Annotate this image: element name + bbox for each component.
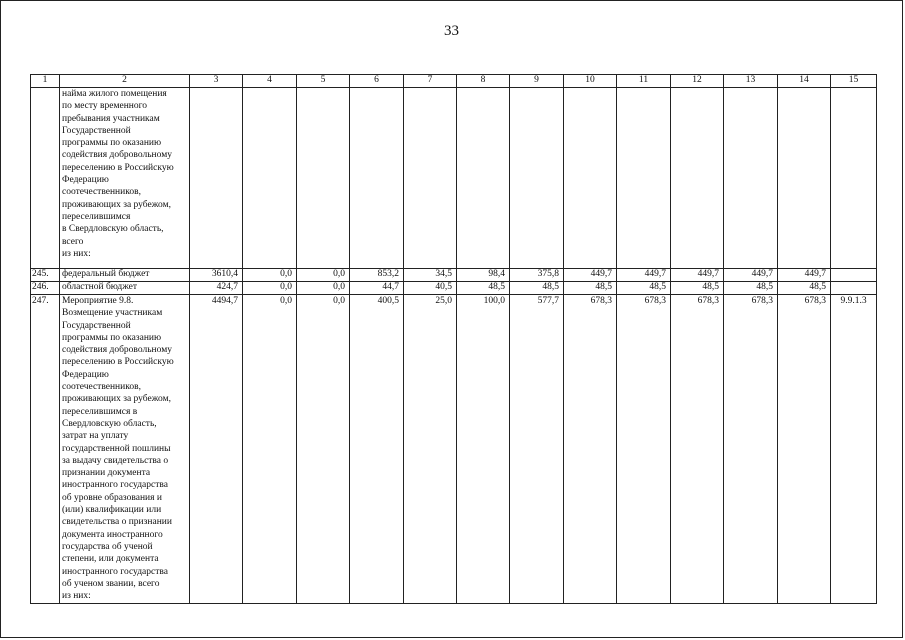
- amount-cell: 853,2: [350, 269, 404, 282]
- amount-cell: 678,3: [778, 295, 831, 604]
- amount-cell: 678,3: [564, 295, 617, 604]
- amount-cell: 449,7: [564, 269, 617, 282]
- amount-cell: [190, 88, 243, 269]
- column-number-header: 9: [510, 75, 564, 88]
- amount-cell: 4494,7: [190, 295, 243, 604]
- amount-cell: 424,7: [190, 282, 243, 295]
- amount-cell: 100,0: [457, 295, 510, 604]
- column-number-header: 10: [564, 75, 617, 88]
- row-description: найма жилого помещения по месту временного пребывания участникам Государственной программы по оказанию содействия добровольному переселению в Российскую Федерацию соотечественников, проживающих за рубежом, переселившимся в Свердловскую область, всего из них:: [60, 88, 190, 269]
- table-row: [31, 88, 877, 269]
- amount-cell: [243, 88, 297, 269]
- amount-cell: 34,5: [404, 269, 457, 282]
- amount-cell: [671, 88, 724, 269]
- amount-cell: 449,7: [617, 269, 671, 282]
- amount-cell: [457, 88, 510, 269]
- column-number-header: 11: [617, 75, 671, 88]
- column-number-header: 2: [60, 75, 190, 88]
- row-number: 247.: [31, 295, 60, 604]
- column-number-header: 5: [297, 75, 350, 88]
- amount-cell: 0,0: [243, 282, 297, 295]
- table-row: [31, 295, 877, 604]
- column-number-header: 12: [671, 75, 724, 88]
- page-number: 33: [444, 23, 459, 39]
- row-description: Мероприятие 9.8. Возмещение участникам Государственной программы по оказанию содействия добровольному переселению в Российскую Федерацию соотечественников, проживающих за рубежом, переселившимся в Свердловскую область, затрат на уплату государственной пошлины за выдачу свидетельства о признании документа иностранного государства об уровне образования и (или) квалификации или свидетельства о признании документа иностранного государства об ученой степени, или документа иностранного государства об ученом звании, всего из них:: [60, 295, 190, 604]
- target-code-cell: [831, 269, 877, 282]
- amount-cell: 678,3: [724, 295, 778, 604]
- amount-cell: 48,5: [724, 282, 778, 295]
- amount-cell: 25,0: [404, 295, 457, 604]
- amount-cell: 0,0: [297, 295, 350, 604]
- amount-cell: 375,8: [510, 269, 564, 282]
- target-code-cell: [831, 88, 877, 269]
- amount-cell: [350, 88, 404, 269]
- amount-cell: 48,5: [564, 282, 617, 295]
- amount-cell: 678,3: [617, 295, 671, 604]
- amount-cell: 0,0: [297, 282, 350, 295]
- table-row: [31, 269, 877, 282]
- row-number: 246.: [31, 282, 60, 295]
- budget-table: [30, 74, 877, 604]
- column-number-header: 4: [243, 75, 297, 88]
- amount-cell: [778, 88, 831, 269]
- amount-cell: 400,5: [350, 295, 404, 604]
- target-code-cell: [831, 282, 877, 295]
- amount-cell: 0,0: [243, 295, 297, 604]
- amount-cell: 0,0: [243, 269, 297, 282]
- amount-cell: 40,5: [404, 282, 457, 295]
- row-description: федеральный бюджет: [60, 269, 190, 282]
- amount-cell: 449,7: [671, 269, 724, 282]
- amount-cell: 48,5: [778, 282, 831, 295]
- column-number-header: 15: [831, 75, 877, 88]
- column-number-header: 1: [31, 75, 60, 88]
- column-number-header-row: [31, 75, 877, 88]
- amount-cell: 577,7: [510, 295, 564, 604]
- column-number-header: 7: [404, 75, 457, 88]
- amount-cell: 48,5: [617, 282, 671, 295]
- amount-cell: [404, 88, 457, 269]
- amount-cell: 678,3: [671, 295, 724, 604]
- row-number: 245.: [31, 269, 60, 282]
- amount-cell: 48,5: [671, 282, 724, 295]
- row-description: областной бюджет: [60, 282, 190, 295]
- amount-cell: 449,7: [724, 269, 778, 282]
- column-number-header: 14: [778, 75, 831, 88]
- column-number-header: 6: [350, 75, 404, 88]
- amount-cell: 449,7: [778, 269, 831, 282]
- amount-cell: 0,0: [297, 269, 350, 282]
- amount-cell: [724, 88, 778, 269]
- target-code-cell: 9.9.1.3: [831, 295, 877, 604]
- column-number-header: 13: [724, 75, 778, 88]
- amount-cell: 98,4: [457, 269, 510, 282]
- amount-cell: [617, 88, 671, 269]
- column-number-header: 3: [190, 75, 243, 88]
- amount-cell: [510, 88, 564, 269]
- amount-cell: 48,5: [510, 282, 564, 295]
- amount-cell: 48,5: [457, 282, 510, 295]
- amount-cell: [564, 88, 617, 269]
- table-row: [31, 282, 877, 295]
- column-number-header: 8: [457, 75, 510, 88]
- amount-cell: 3610,4: [190, 269, 243, 282]
- amount-cell: [297, 88, 350, 269]
- row-number: [31, 88, 60, 269]
- amount-cell: 44,7: [350, 282, 404, 295]
